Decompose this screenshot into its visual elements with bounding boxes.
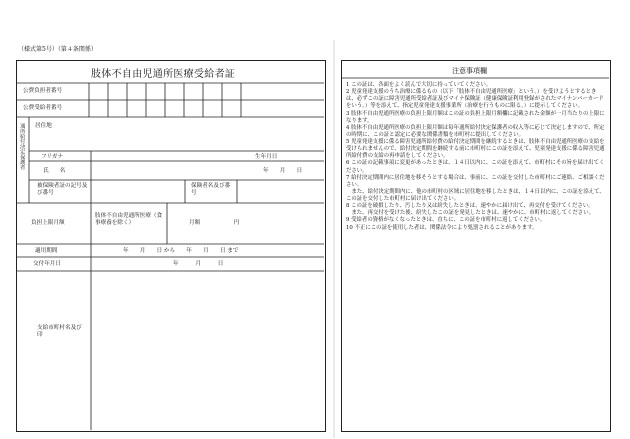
birthdate-value: 年 月 日 xyxy=(263,168,303,174)
note-item: 5 児童発達支援に係る障害児通所給付費の給付決定期間を継続するときは、肢体不自由児通所医療の支給を受けられませんので、給付決定期間を継続する前に市町村にこの証を添えて、児童発達支援に係る障害児通所給付費の支給の再申請をしてください。 xyxy=(346,139,605,160)
notes-title: 注意事項欄 xyxy=(452,67,487,75)
issue-date-value: 年 月 日 xyxy=(173,261,224,267)
birthdate-label: 生年月日 xyxy=(255,154,278,160)
certificate-title: 肢体不自由児通所医療受給者証 xyxy=(91,69,236,80)
insurer-name-label: 保険者名及び番号 xyxy=(191,183,231,196)
address-label: 居住地 xyxy=(35,123,52,129)
note-item: また、再交付を受けた後、紛失したこの証を発見したときは、速やかに、市町村に返してください。 xyxy=(346,210,594,217)
form-number-label: （様式第5号）（第４条関係） xyxy=(18,46,97,53)
note-item: 7 給付決定期間内に居住地を移そうとする場合は、事前に、この証を交付した市町村にご連絡、ご相談ください。 xyxy=(346,174,605,188)
certificate-grid-lines xyxy=(17,61,324,430)
note-item: 9 受給者の資格がなくなったときは、直ちに、この証を市町村に返してください。 xyxy=(346,217,546,224)
guardian-vertical-label: 通所給付決定保護者 xyxy=(19,123,26,170)
copay-limit-label: 負担上限月額 xyxy=(31,220,65,226)
payer-number-label: 公費負担者番号 xyxy=(23,88,63,94)
recipient-number-label: 公費受給者番号 xyxy=(23,105,63,111)
period-label: 適用期間 xyxy=(35,248,58,254)
note-item: 3 肢体不自由児通所医療の負担上限月額はこの証の負担上限月額欄に記載された金額が一月当たりの上限になります。 xyxy=(346,110,605,124)
issue-date-label: 交付年月日 xyxy=(33,261,61,267)
note-item: 10 不正にこの証を使用した者は、関係法令により処罰されることがあります。 xyxy=(346,224,538,231)
municipality-label: 支給市町村名及び印 xyxy=(37,325,82,338)
note-item: 6 この証の記載事項に変更があったときは、１４日以内に、この証を添えて、市町村にその旨を届け出てください。 xyxy=(346,160,605,174)
notes-panel xyxy=(341,60,611,432)
note-item: 1 この証は、各面をよく読んで大切に持っていてください。 xyxy=(346,82,492,88)
note-item: 2 児童発達支援のうち治療に係るもの（以下「肢体不自由児通所医療」という。）を受けようとするときは、必ずこの証に障害児通所受給者証及びマイナ保険証（健康保険証利用登録がされたマイナンバーカードをいう。）等を添えて、指定児童発達支援事業所（治療を行うものに限る。）に提示してください。 xyxy=(346,89,604,110)
notes-list xyxy=(346,82,606,232)
copay-medical-label: 肢体不自由児通所医療（食事療養を除く） xyxy=(95,213,163,226)
copay-value: 月額 円 xyxy=(189,220,240,226)
note-item: また、給付決定期間内に、他の市町村の区域に居住地を移したときは、１４日以内に、この証を添えて、この証を交付した市町村に届け出てください。 xyxy=(346,188,605,202)
name-label: 氏 名 xyxy=(43,168,66,174)
note-item: 8 この証を破損したり、汚したり又は紛失したときは、速やかに届け出て、再交付を受けてください。 xyxy=(346,203,594,210)
fold-line xyxy=(333,40,335,438)
note-item: 4 肢体不自由児通所医療の負担上限月額は毎年通所給付決定保護者の収入等に応じて決定しますので、所定の時期に、この証と認定に必要な関係書類を市町村に提出してください。 xyxy=(346,124,605,138)
furigana-label: フリガナ xyxy=(41,154,64,160)
period-value: 年 月 日 から 年 月 日 まで xyxy=(123,248,239,254)
certificate-panel xyxy=(16,60,326,432)
insured-card-label: 被保険者証の記号及び番号 xyxy=(37,183,88,196)
